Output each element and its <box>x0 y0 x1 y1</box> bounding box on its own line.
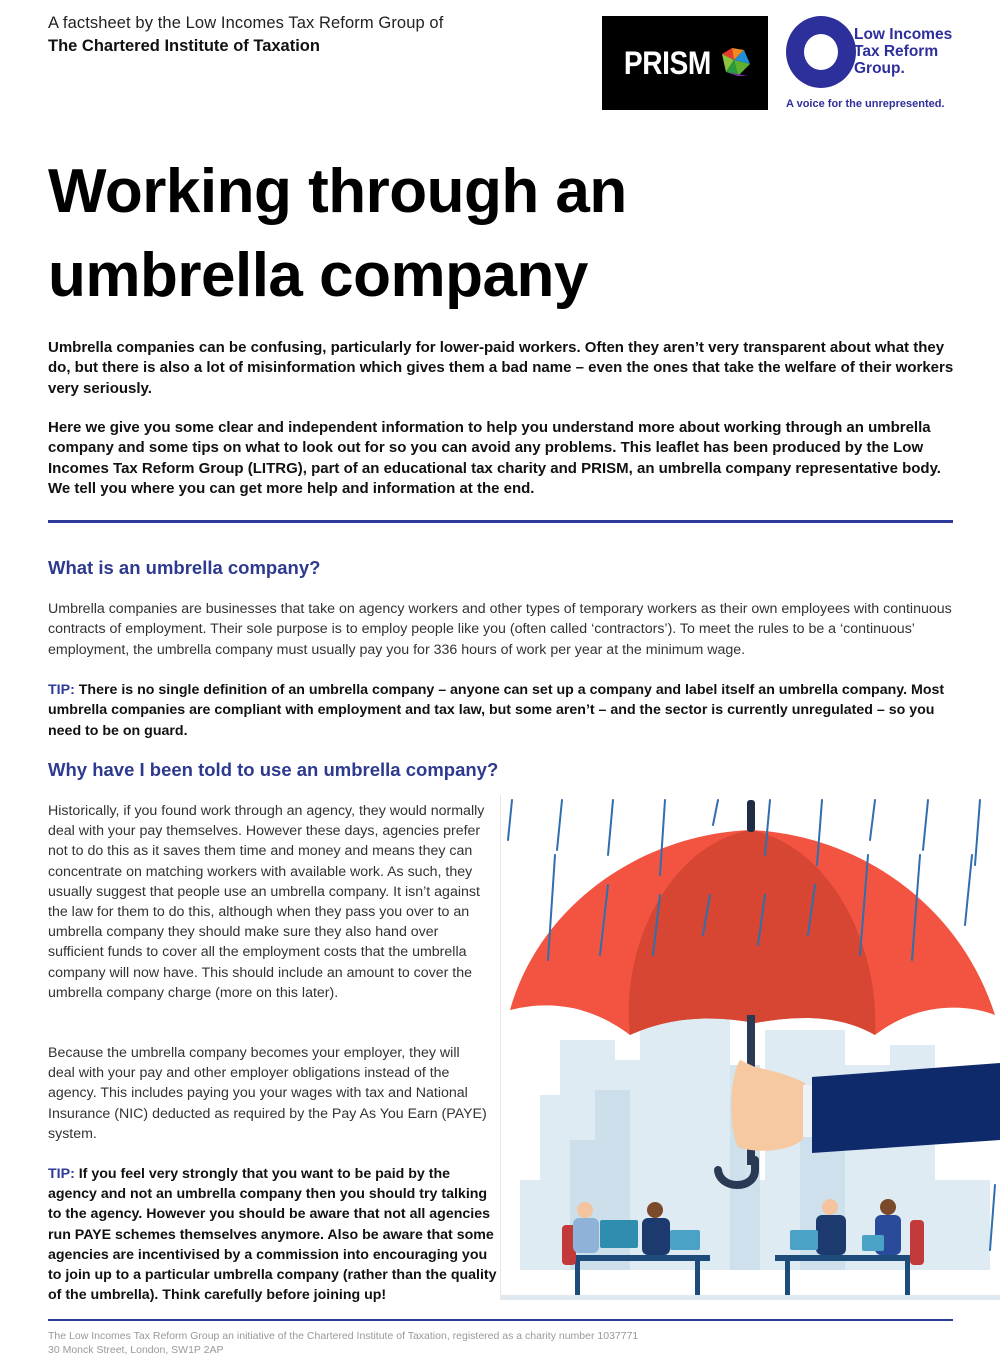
tip-text: There is no single definition of an umbrella company – anyone can set up a company and label itself an umbrella company. Most umbrella companies are compliant with employment and tax law, but some aren’t – and the sector is currently unregulated – so you need to be on guard. <box>48 682 945 739</box>
litrg-ring-icon <box>786 16 856 88</box>
litrg-name-line: Low Incomes <box>854 26 953 43</box>
footer-divider <box>48 1319 953 1321</box>
byline-organisation: The Chartered Institute of Taxation <box>48 37 320 55</box>
footer-charity-info: The Low Incomes Tax Reform Group an initiative of the Chartered Institute of Taxation, registered as a charity number 1037771 <box>48 1330 639 1342</box>
intro-paragraph: Umbrella companies can be confusing, particularly for lower-paid workers. Often they aren’t very transparent about what they do, but there is also a lot of misinformation which gives them a bad name – even the ones that take the welfare of their workers very seriously. <box>48 339 954 397</box>
litrg-name <box>854 26 952 77</box>
section-body: Historically, if you found work through an agency, they would normally deal with your pay themselves. However these days, agencies prefer not to do this as it saves them time and money and means they can concentrate on matching workers with available work. As such, they usually suggest that people use an umbrella company. It isn’t against the law for them to do this, although when they pass you over to an umbrella company they should make sure they also hand over sufficient funds to cover all the employment costs that the umbrella company will now have. This should include an amount to cover the umbrella company charge (more on this later). <box>48 803 485 1001</box>
intro-paragraph: Here we give you some clear and independent information to help you understand more about working through an umbrella company and some tips on what to look out for so you can avoid any problems. This leaflet has been produced by the Low Incomes Tax Reform Group (LITRG), part of an educational tax charity and PRISM, an umbrella company representative body. We tell you where you can get more help and information at the end. <box>48 419 941 497</box>
tip-box <box>48 680 958 741</box>
page-title <box>48 150 748 318</box>
byline: A factsheet by the Low Incomes Tax Reform Group of <box>48 14 444 32</box>
tip-text: If you feel very strongly that you want to be paid by the agency and not an umbrella company then you should try talking to the agency. However you should be aware that not all agencies run PAYE schemes themselves anymore. Also be aware that some agencies are incentivised by a commission into encouraging you to join up to a particular umbrella company (rather than the quality of the umbrella). Think carefully before joining up! <box>48 1166 497 1304</box>
tip-label: TIP: <box>48 682 75 698</box>
umbrella-illustration-graphic <box>500 795 1000 1300</box>
section-divider <box>48 520 953 523</box>
litrg-name-line: Tax Reform <box>854 43 939 60</box>
umbrella-illustration <box>500 795 1000 1300</box>
tip-label: TIP: <box>48 1166 75 1182</box>
litrg-name-line: Group. <box>854 60 905 77</box>
tip-box <box>48 1164 498 1305</box>
prism-logo-text: PRISM <box>623 44 711 81</box>
prism-gem-icon <box>718 46 752 80</box>
section-heading: What is an umbrella company? <box>48 557 321 578</box>
page-title-line: Working through an <box>48 157 627 226</box>
litrg-tagline: A voice for the unrepresented. <box>786 98 945 110</box>
section-heading: Why have I been told to use an umbrella company? <box>48 759 499 780</box>
page-title-line: umbrella company <box>48 241 588 310</box>
section-body: Umbrella companies are businesses that take on agency workers and other types of temporary workers as their own employees with continuous contracts of employment. Their sole purpose is to employ people like you (often called ‘contractors’). To meet the rules to be a ‘continuous’ employment, the umbrella company must usually pay you for 336 hours of work per year at the minimum wage. <box>48 601 952 658</box>
footer-address: 30 Monck Street, London, SW1P 2AP <box>48 1344 224 1356</box>
litrg-logo <box>784 14 994 114</box>
section-body: Because the umbrella company becomes your employer, they will deal with your pay and other employer obligations instead of the agency. This includes paying you your wages with tax and National Insurance (NIC) deducted as required by the Pay As You Earn (PAYE) system. <box>48 1045 487 1142</box>
prism-logo <box>602 16 768 110</box>
